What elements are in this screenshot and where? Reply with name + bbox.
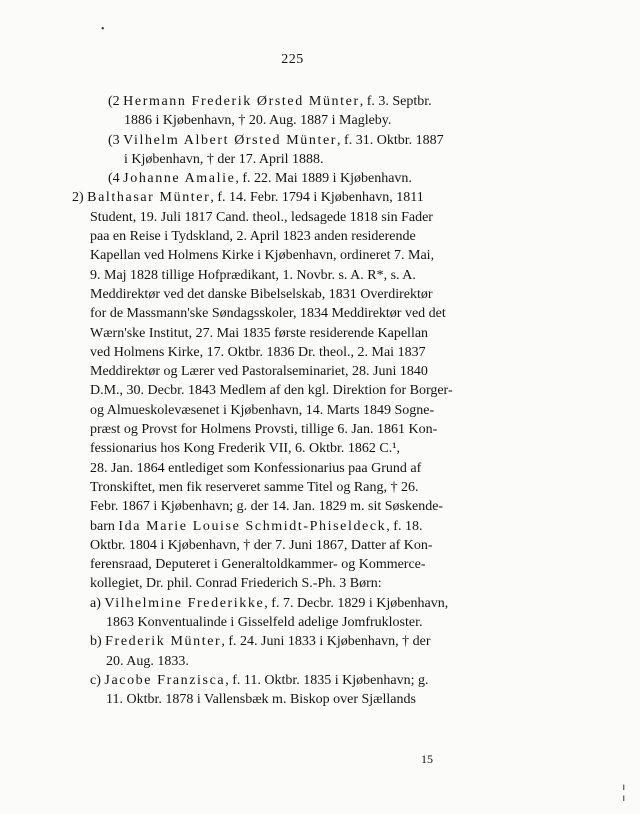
text-line [90, 671, 542, 690]
text-line [90, 594, 542, 613]
text-line: 9. Maj 1828 tillige Hofprædikant, 1. Novbr. s. A. R*, s. A. [90, 267, 416, 283]
entry-e3 [90, 169, 542, 188]
text-line [90, 632, 542, 651]
text-line: ferensraad, Deputeret i Generaltoldkammer- og Kommerce- [90, 557, 426, 573]
page-content [72, 92, 542, 710]
entry-detail: , f. 31. Oktbr. 1887 [337, 132, 444, 148]
text-line: 20. Aug. 1833. [106, 653, 189, 669]
entry-marker: a) [90, 595, 105, 611]
entry-marker: c) [90, 672, 105, 688]
entry-detail: , f. 3. Septbr. [359, 94, 432, 109]
entry-e7 [90, 671, 542, 710]
person-name: Hermann Frederik Ørsted Münter [123, 94, 360, 109]
text-line: i Kjøbenhavn, † der 17. April 1888. [124, 151, 324, 167]
person-name: Vilhelm Albert Ørsted Münter [123, 132, 338, 148]
entry-e5 [90, 594, 542, 633]
text-line: og Almueskolevæsenet i Kjøbenhavn, 14. Marts 1849 Sogne- [90, 402, 435, 418]
entry-detail: , f. 14. Febr. 1794 i Kjøbenhavn, 1811 [210, 190, 424, 206]
entry-marker: (3 [108, 132, 124, 148]
stray-mark-edge: ¦ [622, 781, 626, 801]
text-line: Oktbr. 1804 i Kjøbenhavn, † der 7. Juni 1867, Datter af Kon- [90, 537, 433, 553]
text-line: 28. Jan. 1864 entlediget som Konfessionarius paa Grund af [90, 460, 422, 476]
text-line [72, 188, 542, 207]
entry-marker: (2 [108, 94, 124, 109]
text-line [108, 131, 542, 150]
entry-detail: , f. 7. Decbr. 1829 i Kjøbenhavn, [264, 595, 449, 611]
text-line: Wærn'ske Institut, 27. Mai 1835 første residerende Kapellan [90, 325, 429, 341]
stray-mark-top: • [101, 24, 105, 35]
text-line [90, 517, 542, 536]
text-line: fessionarius hos Kong Frederik VII, 6. Oktbr. 1862 C.¹, [90, 441, 400, 457]
text-line: Meddirektør ved det danske Bibelselskab, 1831 Overdirektør [90, 286, 433, 302]
person-name: Johanne Amalie [123, 171, 236, 187]
text-line: Febr. 1867 i Kjøbenhavn; g. der 14. Jan. 1829 m. sit Søskende- [90, 499, 444, 515]
person-name: Frederik Münter [105, 634, 222, 650]
text-line: Student, 19. Juli 1817 Cand. theol., ledsagede 1818 sin Fader [90, 209, 433, 225]
text-line [108, 169, 542, 188]
text-line: Kapellan ved Holmens Kirke i Kjøbenhavn, ordineret 7. Mai, [90, 248, 435, 264]
text-line: ved Holmens Kirke, 17. Oktbr. 1836 Dr. theol., 2. Mai 1837 [90, 344, 426, 360]
person-name: Vilhelmine Frederikke [104, 595, 265, 611]
text-line: 11. Oktbr. 1878 i Vallensbæk m. Biskop over Sjællands [106, 692, 416, 708]
text-line: paa en Reise i Tydskland, 2. April 1823 anden residerende [90, 229, 416, 245]
text-line: kollegiet, Dr. phil. Conrad Friederich S.-Ph. 3 Børn: [90, 576, 382, 592]
person-name: Balthasar Münter [87, 190, 211, 206]
text-line: Tronskiftet, men fik reserveret samme Titel og Rang, † 26. [90, 479, 419, 495]
sheet-signature: 15 [421, 752, 433, 766]
text-line: D.M., 30. Decbr. 1843 Medlem af den kgl. Direktion for Borger- [90, 383, 453, 399]
text-line: 1863 Konventualinde i Gisselfeld adelige Jomfrukloster. [106, 615, 423, 631]
person-name: Jacobe Franzisca [104, 672, 226, 688]
text-line: Meddirektør og Lærer ved Pastoralseminariet, 28. Juni 1840 [90, 364, 428, 380]
person-name: Ida Marie Louise Schmidt-Phiseldeck [118, 518, 387, 534]
entry-detail: , f. 24. Juni 1833 i Kjøbenhavn, † der [221, 634, 431, 650]
page-number: 225 [281, 52, 304, 67]
text-line: 1886 i Kjøbenhavn, † 20. Aug. 1887 i Magleby. [124, 113, 392, 129]
text-line: præst og Provst for Holmens Provsti, tillige 6. Jan. 1861 Kon- [90, 422, 438, 438]
entry-detail: , f. 18. [386, 518, 423, 534]
entry-marker: (4 [108, 171, 124, 187]
entry-detail: , f. 22. Mai 1889 i Kjøbenhavn. [235, 171, 412, 187]
text-line [108, 92, 542, 111]
entry-marker: barn [90, 518, 119, 534]
entry-e4 [72, 188, 542, 593]
entry-marker: 2) [72, 190, 88, 206]
entry-e6 [90, 632, 542, 671]
entry-e1 [90, 92, 542, 131]
entry-detail: , f. 11. Oktbr. 1835 i Kjøbenhavn; g. [225, 672, 429, 688]
entry-marker: b) [90, 634, 106, 650]
text-line: for de Massmann'ske Søndagsskoler, 1834 Meddirektør ved det [90, 306, 446, 322]
entry-e2 [90, 131, 542, 170]
